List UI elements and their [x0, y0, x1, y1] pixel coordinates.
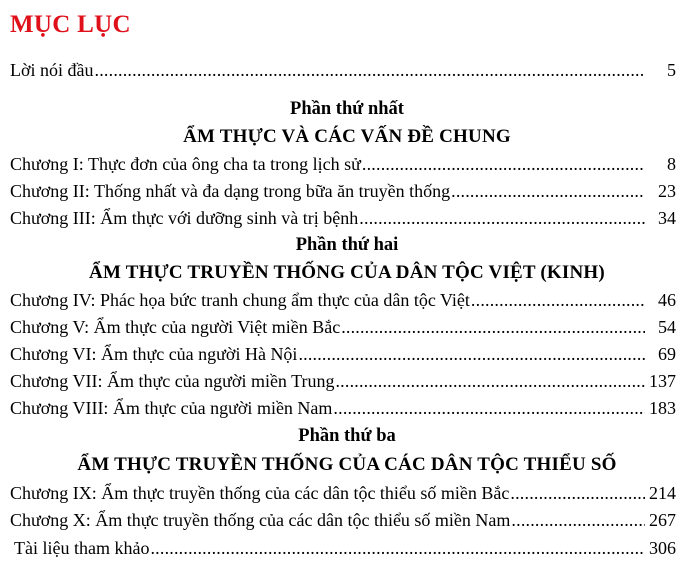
toc-title: MỤC LỤC: [10, 11, 131, 38]
toc-entry-page: 214: [649, 483, 676, 503]
toc-entry-label: Chương II: Thống nhất và đa dạng trong bữa ăn truyền thống: [10, 181, 451, 201]
dot-leader: [511, 508, 645, 533]
toc-entry-label: Tài liệu tham khảo: [14, 538, 150, 558]
toc-entry-page: 8: [667, 154, 676, 174]
dot-leader: [362, 152, 645, 177]
toc-entry-chapter-7[interactable]: [10, 369, 676, 394]
dot-leader: [150, 536, 645, 561]
toc-entry-label: Chương X: Ẩm thực truyền thống của các dân tộc thiểu số miền Nam: [10, 510, 511, 530]
toc-entry-label: Chương VIII: Ẩm thực của người miền Nam: [10, 398, 333, 418]
toc-entry-label: Chương VII: Ẩm thực của người miền Trung: [10, 371, 335, 391]
toc-entry-chapter-9[interactable]: [10, 481, 676, 506]
part-3-title: ẨM THỰC TRUYỀN THỐNG CỦA CÁC DÂN TỘC THIỂU SỐ: [77, 454, 617, 475]
part-1-label: Phần thứ nhất: [290, 99, 404, 119]
toc-entry-chapter-6[interactable]: [10, 342, 676, 367]
toc-entry-chapter-4[interactable]: [10, 288, 676, 313]
dot-leader: [95, 58, 645, 83]
part-1-title: ẨM THỰC VÀ CÁC VẤN ĐỀ CHUNG: [183, 126, 511, 147]
toc-entry-chapter-1[interactable]: [10, 152, 676, 177]
toc-entry-label: Chương IV: Phác họa bức tranh chung ẩm thực của dân tộc Việt: [10, 290, 470, 310]
dot-leader: [341, 315, 645, 340]
toc-entry-chapter-10[interactable]: [10, 508, 676, 533]
dot-leader: [510, 481, 645, 506]
toc-entry-page: 306: [649, 538, 676, 558]
toc-entry-label: Chương III: Ẩm thực với dưỡng sinh và trị bệnh: [10, 208, 359, 228]
toc-entry-page: 46: [658, 290, 676, 310]
toc-entry-chapter-8[interactable]: [10, 396, 676, 421]
toc-entry-label: Chương IX: Ẩm thực truyền thống của các dân tộc thiểu số miền Bắc: [10, 483, 510, 503]
toc-entry-page: 5: [667, 60, 676, 80]
toc-entry-label: Chương VI: Ẩm thực của người Hà Nội: [10, 344, 298, 364]
toc-entry-page: 69: [658, 344, 676, 364]
toc-entry-page: 54: [658, 317, 676, 337]
part-2-title: ẨM THỰC TRUYỀN THỐNG CỦA DÂN TỘC VIỆT (KINH): [89, 262, 605, 283]
part-2-label: Phần thứ hai: [295, 235, 399, 255]
toc-entry-references[interactable]: [14, 536, 676, 561]
part-3-label: Phần thứ ba: [298, 426, 396, 446]
toc-entry-chapter-5[interactable]: [10, 315, 676, 340]
toc-entry-label: Chương I: Thực đơn của ông cha ta trong lịch sử: [10, 154, 361, 174]
toc-entry-chapter-3[interactable]: [10, 206, 676, 231]
toc-entry-label: Chương V: Ẩm thực của người Việt miền Bắc: [10, 317, 341, 337]
dot-leader: [335, 369, 645, 394]
dot-leader: [359, 206, 645, 231]
dot-leader: [451, 179, 645, 204]
toc-entry-page: 183: [649, 398, 676, 418]
toc-entry-page: 23: [658, 181, 676, 201]
toc-entry-page: 34: [658, 208, 676, 228]
dot-leader: [333, 396, 645, 421]
toc-entry-label: Lời nói đầu: [10, 60, 94, 80]
toc-entry-page: 137: [649, 371, 676, 391]
toc-entry-preface[interactable]: [10, 58, 676, 83]
dot-leader: [471, 288, 645, 313]
toc-entry-chapter-2[interactable]: [10, 179, 676, 204]
toc-entry-page: 267: [649, 510, 676, 530]
dot-leader: [298, 342, 645, 367]
